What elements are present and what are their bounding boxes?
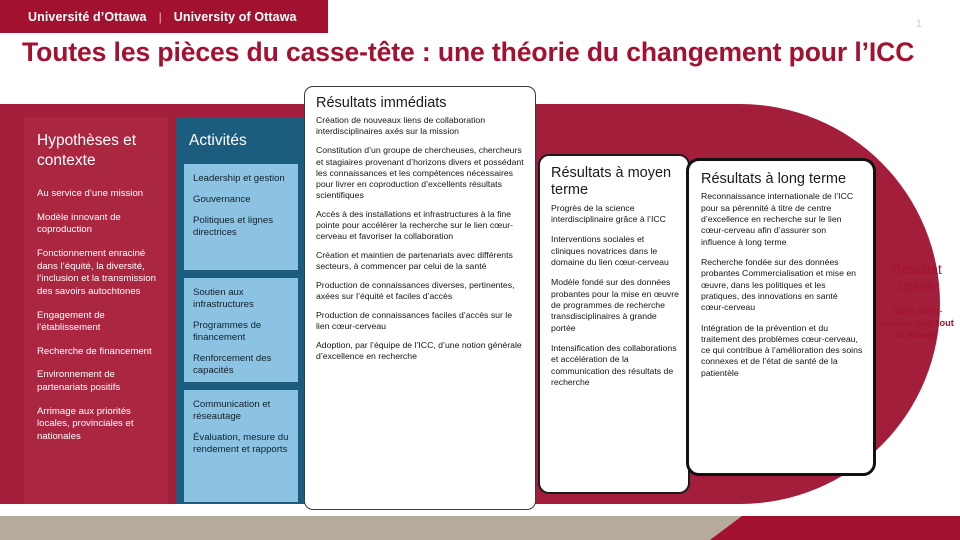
medium-term-heading: Résultats à moyen terme bbox=[551, 165, 672, 199]
ultimate-text-bold-1: tout bbox=[936, 317, 954, 328]
activity-item: Gouvernance bbox=[193, 194, 251, 206]
long-term-heading: Résultats à long terme bbox=[701, 171, 847, 187]
footer-spacer bbox=[0, 510, 960, 516]
long-term-item: Reconnaissance internationale de l’ICC pour sa pérennité à titre de centre d’excellence en recherche sur le lien cœur-cerveau afin d’assurer son influence à long terme bbox=[701, 191, 854, 247]
box-immediate-results bbox=[304, 86, 536, 510]
medium-term-item: Interventions sociales et cliniques novatrices dans le domaine du lien cœur-cerveau bbox=[551, 234, 669, 268]
assumption-item: Arrimage aux priorités locales, provinciales et nationales bbox=[37, 405, 134, 443]
assumption-item: Au service d’une mission bbox=[37, 187, 144, 199]
column-activities bbox=[176, 117, 306, 504]
immediate-result-item: Production de connaissances diverses, pertinentes, axées sur l’équité et faciles d’accès bbox=[316, 279, 515, 301]
ultimate-result-heading: Résultat ultime bbox=[892, 262, 942, 294]
activity-item: Politiques et lignes directrices bbox=[193, 215, 273, 239]
immediate-result-item: Création et maintien de partenariats avec différents secteurs, à commencer par celui de la santé bbox=[316, 249, 513, 271]
activities-card bbox=[184, 390, 298, 502]
activity-item: Programmes de financement bbox=[193, 320, 262, 344]
immediate-result-item: Adoption, par l’équipe de l’ICC, d’une notion générale d’excellence en recherche bbox=[316, 340, 522, 362]
medium-term-item: Modèle fondé sur des données probantes pour la mise en œuvre de programmes de recherche transdisciplinaires à grande portée bbox=[551, 277, 679, 333]
assumptions-heading: Hypothèses et contexte bbox=[37, 132, 137, 170]
immediate-result-item: Constitution d’un groupe de chercheuses, chercheurs et stagiaires provenant d’horizons divers et possédant les connaissances et les compétences nécessaires pour livrer en coproduction d’excellents résultats scientifiques bbox=[316, 145, 524, 200]
assumption-item: Recherche de financement bbox=[37, 345, 152, 357]
immediate-results-heading: Résultats immédiats bbox=[316, 95, 447, 111]
ultimate-text-plain: Santé cœur-cerveau pour bbox=[880, 305, 943, 328]
assumption-item: Fonctionnement enraciné dans l’équité, la diversité, l’inclusion et la transmission des savoirs autochtones bbox=[37, 247, 156, 297]
medium-term-item: Progrès de la science interdisciplinaire grâce à l’ICC bbox=[551, 202, 666, 225]
brand-separator: | bbox=[158, 9, 162, 24]
activities-heading: Activités bbox=[189, 132, 247, 149]
ultimate-result bbox=[878, 262, 956, 342]
activities-card bbox=[184, 164, 298, 270]
university-brand-bar bbox=[0, 0, 328, 33]
activities-card bbox=[184, 278, 298, 382]
column-assumptions bbox=[24, 117, 168, 504]
page-title: Toutes les pièces du casse-tête : une théorie du changement pour l’ICC bbox=[22, 37, 915, 67]
activity-item: Évaluation, mesure du rendement et rapports bbox=[193, 432, 289, 456]
brand-name-en: University of Ottawa bbox=[173, 9, 297, 24]
immediate-result-item: Création de nouveaux liens de collaboration interdisciplinaires axés sur la mission bbox=[316, 115, 486, 137]
long-term-item: Intégration de la prévention et du traitement des problèmes cœur-cerveau, ce qui contribue à l’amélioration des soins connexes et de l’état de santé de la patientèle bbox=[701, 322, 863, 378]
slide-number: 1 bbox=[915, 18, 922, 30]
box-long-term-results bbox=[686, 158, 876, 476]
medium-term-item: Intensification des collaborations et accélération de la communication des résultats de recherche bbox=[551, 342, 677, 387]
assumption-item: Modèle innovant de coproduction bbox=[37, 211, 121, 236]
footer-bar-red bbox=[710, 516, 960, 540]
long-term-item: Recherche fondée sur des données probantes Commercialisation et mise en œuvre, dans les politiques et les pratiques, des innovations en santé cœur-cerveau bbox=[701, 256, 856, 313]
box-medium-term-results bbox=[538, 154, 690, 494]
assumption-item: Environnement de partenariats positifs bbox=[37, 369, 121, 394]
ultimate-text-bold-2: le monde bbox=[896, 329, 938, 340]
immediate-result-item: Accès à des installations et infrastructures à la fine pointe pour accélérer la recherche sur le lien cœur-cerveau et favoriser la collaboration bbox=[316, 208, 514, 241]
activity-item: Renforcement des capacités bbox=[193, 353, 272, 377]
activity-item: Communication et réseautage bbox=[193, 399, 271, 423]
activity-item: Soutien aux infrastructures bbox=[193, 287, 254, 311]
ultimate-result-text bbox=[878, 306, 956, 342]
immediate-result-item: Production de connaissances faciles d’accès sur le lien cœur-cerveau bbox=[316, 310, 513, 332]
brand-name-fr: Université d’Ottawa bbox=[28, 9, 147, 24]
activity-item: Leadership et gestion bbox=[193, 173, 285, 185]
assumption-item: Engagement de l’établissement bbox=[37, 309, 105, 334]
footer-bar-tan bbox=[0, 516, 800, 540]
